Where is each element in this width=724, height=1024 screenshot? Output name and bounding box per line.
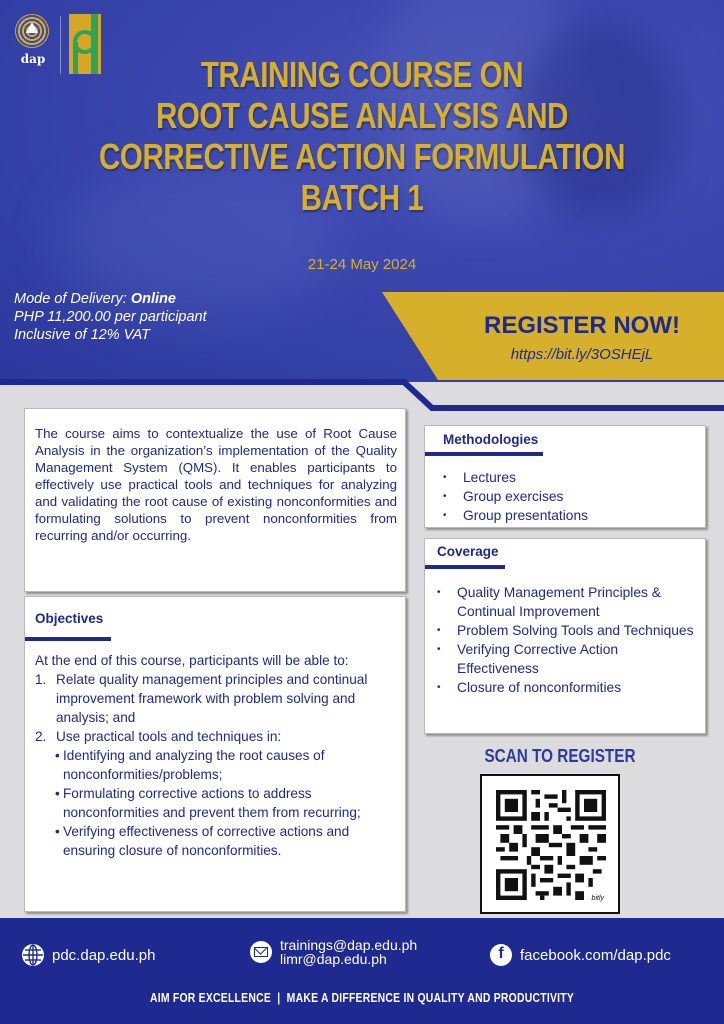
footer-tagline: AIM FOR EXCELLENCE | MAKE A DIFFERENCE IN QUALITY AND PRODUCTIVITY	[149, 990, 575, 1005]
vat-note: Inclusive of 12% VAT	[14, 327, 150, 343]
dap-emblem-icon	[15, 14, 49, 48]
list-item	[443, 468, 588, 487]
bullet-icon: •	[437, 587, 441, 598]
course-description: The course aims to contextualize the use of Root Cause Analysis in the organization’s implementation of the Quality Management System (QMS). It enables participants to effectively use practical tools and techniques for analyzing and validating the root cause of existing nonconformities and formulating solutions to prevent nonconformities from recurring and/or occurring.	[35, 426, 397, 543]
objective-subitem	[35, 746, 401, 784]
qr-code-icon	[496, 790, 606, 900]
logo-divider	[60, 16, 61, 74]
heading-underline	[425, 565, 505, 569]
course-date: 21-24 May 2024	[307, 256, 417, 273]
register-now-heading[interactable]: REGISTER NOW!	[484, 312, 680, 339]
list-item-text: Problem Solving Tools and Techniques	[457, 623, 694, 638]
list-item-text: Closure of nonconformities	[457, 680, 622, 695]
mail-icon	[250, 941, 272, 963]
objective-subitem-text: Formulating corrective actions to address nonconformities and prevent them from recurring;	[63, 786, 361, 820]
dap-logo	[12, 14, 54, 74]
objectives-card	[24, 596, 406, 912]
objective-number: 1.	[35, 672, 47, 687]
methodologies-list	[443, 468, 588, 525]
objective-subitem-text: Verifying effectiveness of corrective actions and ensuring closure of nonconformities.	[63, 824, 350, 858]
coverage-list	[437, 583, 703, 697]
objective-text: Use practical tools and techniques in:	[56, 729, 282, 744]
title-line-4: BATCH 1	[300, 177, 424, 218]
bullet-icon: •	[55, 748, 60, 763]
email-limr[interactable]: limr@dap.edu.ph	[280, 951, 387, 967]
list-item-text: Group exercises	[463, 489, 564, 504]
bitly-badge: bitly	[591, 895, 604, 902]
objective-subitem	[35, 822, 401, 860]
registration-qr-code[interactable]	[480, 774, 620, 914]
objectives-heading: Objectives	[35, 611, 104, 626]
list-item	[443, 487, 588, 506]
list-item	[443, 506, 588, 525]
scan-to-register-heading: SCAN TO REGISTER	[484, 746, 636, 766]
bullet-icon: •	[437, 625, 441, 636]
list-item-text: Group presentations	[463, 508, 589, 523]
coverage-heading: Coverage	[437, 544, 499, 559]
bullet-icon: •	[443, 472, 447, 483]
objective-item	[35, 727, 401, 746]
methodologies-heading: Methodologies	[443, 432, 539, 447]
facebook-text: facebook.com/dap.pdc	[520, 946, 671, 964]
delivery-label: Mode of Delivery:	[14, 291, 131, 307]
email-trainings[interactable]: trainings@dap.edu.ph	[280, 937, 418, 953]
course-price: PHP 11,200.00 per participant	[14, 309, 207, 325]
objective-item	[35, 670, 401, 727]
objective-text: Relate quality management principles and continual improvement framework with problem solving and analysis; and	[56, 672, 368, 725]
objective-subitem	[35, 784, 401, 822]
course-title	[65, 54, 659, 218]
bullet-icon: •	[443, 510, 447, 521]
website-text: pdc.dap.edu.ph	[52, 946, 156, 964]
objective-number: 2.	[35, 729, 47, 744]
list-item-text: Quality Management Principles & Continual Improvement	[457, 585, 661, 619]
objectives-list	[35, 651, 401, 860]
list-item-text: Lectures	[463, 470, 516, 485]
list-item	[437, 678, 703, 697]
facebook-link[interactable]	[490, 944, 671, 966]
register-link[interactable]: https://bit.ly/3OSHEjL	[510, 346, 654, 363]
facebook-icon: f	[490, 944, 512, 966]
dap-logo-text: dap	[20, 52, 46, 66]
list-item	[437, 621, 703, 640]
heading-underline	[25, 637, 111, 641]
course-details	[14, 290, 207, 344]
objective-subitem-text: Identifying and analyzing the root causes of nonconformities/problems;	[63, 748, 325, 782]
coverage-card	[424, 538, 706, 734]
bullet-icon: •	[443, 491, 447, 502]
delivery-mode	[14, 290, 207, 308]
bullet-icon: •	[55, 786, 60, 801]
bullet-icon: •	[437, 682, 441, 693]
title-line-3: CORRECTIVE ACTION FORMULATION	[98, 136, 626, 177]
email-contacts[interactable]	[250, 938, 417, 966]
objectives-intro: At the end of this course, participants will be able to:	[35, 653, 349, 668]
website-link[interactable]	[22, 944, 155, 966]
list-item	[437, 583, 703, 621]
footer	[0, 918, 724, 1024]
delivery-value: Online	[130, 291, 176, 307]
globe-icon	[22, 944, 44, 966]
title-line-2: ROOT CAUSE ANALYSIS AND	[155, 95, 569, 136]
methodologies-card	[424, 425, 706, 528]
bullet-icon: •	[55, 824, 60, 839]
bullet-icon: •	[437, 644, 441, 655]
email-list	[280, 938, 417, 966]
title-line-1: TRAINING COURSE ON	[200, 54, 524, 95]
heading-underline	[425, 452, 543, 456]
list-item-text: Verifying Corrective Action Effectiveness	[457, 642, 619, 676]
list-item	[437, 640, 703, 678]
course-description-card	[24, 408, 406, 592]
